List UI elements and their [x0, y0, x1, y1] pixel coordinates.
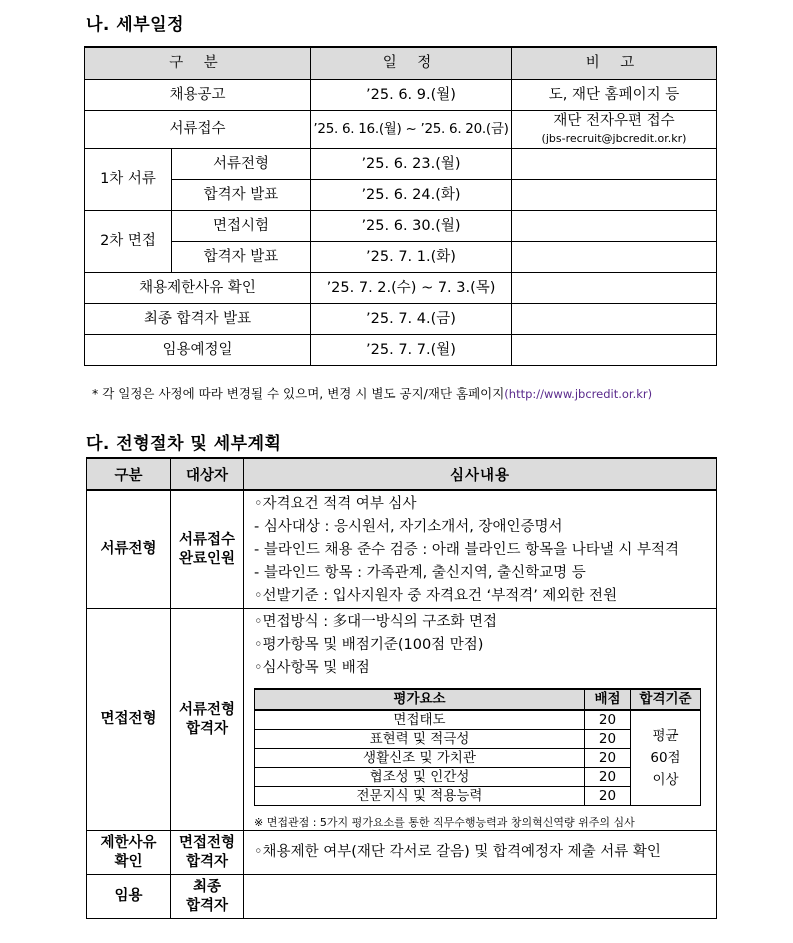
schedule-row [85, 80, 717, 111]
row-content [244, 609, 717, 831]
row-date: ’25. 6. 30.(월) [311, 211, 512, 242]
eval-item: 면접태도 [255, 710, 585, 730]
row-note [512, 180, 717, 211]
eval-score: 20 [585, 787, 631, 806]
row-date: ’25. 6. 24.(화) [311, 180, 512, 211]
header-target: 대상자 [171, 458, 244, 490]
row-note [512, 335, 717, 366]
row-date: ’25. 6. 9.(월) [311, 80, 512, 111]
row-category: 서류전형 [87, 490, 171, 609]
schedule-table [84, 46, 717, 366]
row-content [244, 490, 717, 609]
eval-item: 협조성 및 인간성 [255, 768, 585, 787]
row-subcategory: 면접시험 [172, 211, 311, 242]
row-target: 최종 합격자 [171, 875, 244, 919]
eval-item: 표현력 및 적극성 [255, 730, 585, 749]
content-line: ◦면접방식 : 多대一방식의 구조화 면접 [254, 614, 497, 630]
row-category: 채용공고 [85, 80, 311, 111]
row-date: ’25. 7. 1.(화) [311, 242, 512, 273]
header-note: 비 고 [512, 47, 717, 80]
schedule-footnote [92, 384, 652, 402]
interview-note: ※ 면접관점 : 5가지 평가요소를 통한 직무수행능력과 창의혁신역량 위주의 심사 [254, 816, 635, 829]
section-title-process: 다. 전형절차 및 세부계획 [86, 434, 282, 454]
content-line: ◦자격요건 적격 여부 심사 [254, 496, 417, 512]
header-content: 심사내용 [244, 458, 717, 490]
schedule-row [85, 304, 717, 335]
schedule-row [85, 242, 717, 273]
row-target: 면접전형 합격자 [171, 831, 244, 875]
row-subcategory: 서류전형 [172, 149, 311, 180]
schedule-row [85, 111, 717, 149]
row-target: 서류전형 합격자 [171, 609, 244, 831]
footnote-link[interactable]: (http://www.jbcredit.or.kr) [504, 387, 653, 401]
content-line: ◦평가항목 및 배점기준(100점 만점) [254, 637, 484, 653]
schedule-row [85, 180, 717, 211]
row-date: ’25. 7. 2.(수) ~ 7. 3.(목) [311, 273, 512, 304]
row-group: 1차 서류 [85, 149, 172, 211]
header-category: 구분 [87, 458, 171, 490]
row-note [512, 111, 717, 149]
process-table [86, 457, 717, 919]
footnote-text: * 각 일정은 사정에 따라 변경될 수 있으며, 변경 시 별도 공지/재단 홈페이지 [92, 386, 505, 401]
row-subcategory: 합격자 발표 [172, 242, 311, 273]
header-date: 일 정 [311, 47, 512, 80]
row-note [512, 149, 717, 180]
restriction-line: ◦채용제한 여부(재단 각서로 갈음) 및 합격예정자 제출 서류 확인 [254, 844, 661, 860]
process-row-appointment [87, 875, 717, 919]
content-line: ◦심사항목 및 배점 [254, 660, 370, 676]
note-text: 재단 전자우편 접수 [553, 112, 675, 129]
row-category: 채용제한사유 확인 [85, 273, 311, 304]
eval-row [255, 710, 701, 730]
eval-header-pass: 합격기준 [631, 689, 701, 710]
eval-score: 20 [585, 710, 631, 730]
section-title-schedule: 나. 세부일정 [86, 15, 184, 35]
row-category: 제한사유 확인 [87, 831, 171, 875]
header-category: 구 분 [85, 47, 311, 80]
row-category: 최종 합격자 발표 [85, 304, 311, 335]
row-subcategory: 합격자 발표 [172, 180, 311, 211]
content-line: - 블라인드 항목 : 가족관계, 출신지역, 출신학교명 등 [254, 565, 586, 581]
eval-header-score: 배점 [585, 689, 631, 710]
row-content [244, 875, 717, 919]
row-note: 도, 재단 홈페이지 등 [512, 80, 717, 111]
row-note [512, 304, 717, 335]
row-note [512, 211, 717, 242]
eval-score: 20 [585, 768, 631, 787]
row-category: 면접전형 [87, 609, 171, 831]
schedule-row [85, 211, 717, 242]
eval-pass-criteria: 평균 60점 이상 [631, 710, 701, 806]
eval-header-item: 평가요소 [255, 689, 585, 710]
row-date: ’25. 7. 4.(금) [311, 304, 512, 335]
eval-score: 20 [585, 749, 631, 768]
row-content [244, 831, 717, 875]
process-row-document [87, 490, 717, 609]
recruit-email: (jbs-recruit@jbcredit.or.kr) [541, 131, 687, 145]
row-category: 서류접수 [85, 111, 311, 149]
row-date: ’25. 7. 7.(월) [311, 335, 512, 366]
row-note [512, 242, 717, 273]
content-line: - 블라인드 채용 준수 검증 : 아래 블라인드 항목을 나타낼 시 부적격 [254, 542, 679, 558]
process-row-restriction [87, 831, 717, 875]
schedule-row [85, 273, 717, 304]
eval-score: 20 [585, 730, 631, 749]
row-date: ’25. 6. 23.(월) [311, 149, 512, 180]
schedule-row [85, 335, 717, 366]
eval-item: 전문지식 및 적용능력 [255, 787, 585, 806]
row-category: 임용 [87, 875, 171, 919]
content-line: ◦선발기준 : 입사지원자 중 자격요건 ‘부적격’ 제외한 전원 [254, 588, 618, 604]
schedule-row [85, 149, 717, 180]
row-date: ’25. 6. 16.(월) ~ ’25. 6. 20.(금) [311, 111, 512, 149]
row-target: 서류접수 완료인원 [171, 490, 244, 609]
content-line: - 심사대상 : 응시원서, 자기소개서, 장애인증명서 [254, 519, 563, 535]
evaluation-table [254, 688, 701, 806]
process-row-interview [87, 609, 717, 831]
row-group: 2차 면접 [85, 211, 172, 273]
eval-item: 생활신조 및 가치관 [255, 749, 585, 768]
row-category: 임용예정일 [85, 335, 311, 366]
row-note [512, 273, 717, 304]
